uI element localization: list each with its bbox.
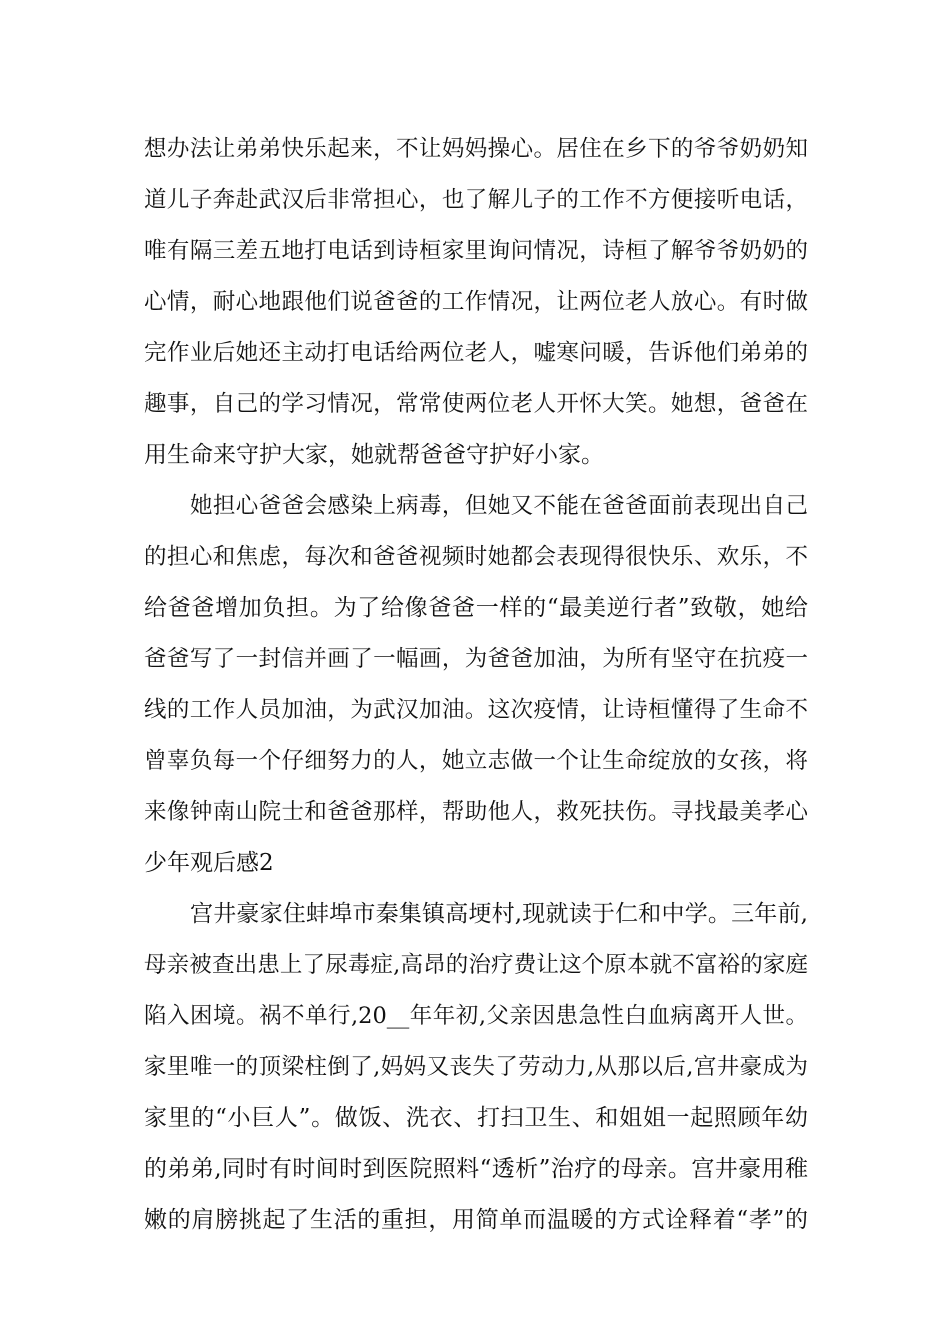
- text-line: 宫井豪家住蚌埠市秦集镇高埂村,现就读于仁和中学。三年前,: [190, 901, 808, 927]
- text-line: 的弟弟,同时有时间时到医院照料“透析”治疗的母亲。宫井豪用稚: [144, 1156, 808, 1182]
- text-line: 心情，耐心地跟他们说爸爸的工作情况，让两位老人放心。有时做: [144, 289, 808, 315]
- text-line: 用生命来守护大家，她就帮爸爸守护好小家。: [144, 442, 604, 468]
- text-line: 趣事，自己的学习情况，常常使两位老人开怀大笑。她想，爸爸在: [144, 391, 808, 417]
- text-line: 家里的“小巨人”。做饭、洗衣、打扫卫生、和姐姐一起照顾年幼: [144, 1105, 808, 1131]
- text-line: 少年观后感2: [144, 850, 274, 876]
- text-line: 来像钟南山院士和爸爸那样，帮助他人，救死扶伤。寻找最美孝心: [144, 799, 808, 825]
- document-body: [144, 124, 808, 1246]
- text-line: 母亲被查出患上了尿毒症,高昂的治疗费让这个原本就不富裕的家庭: [144, 952, 808, 978]
- text-line: 唯有隔三差五地打电话到诗桓家里询问情况，诗桓了解爷爷奶奶的: [144, 238, 808, 264]
- text-line: 爸爸写了一封信并画了一幅画，为爸爸加油，为所有坚守在抗疫一: [144, 646, 808, 672]
- text-line: 嫩的肩膀挑起了生活的重担，用简单而温暖的方式诠释着“孝”的: [144, 1207, 808, 1233]
- text-line: 曾辜负每一个仔细努力的人，她立志做一个让生命绽放的女孩，将: [144, 748, 808, 774]
- text-line: 她担心爸爸会感染上病毒，但她又不能在爸爸面前表现出自己: [190, 493, 808, 519]
- text-line: 家里唯一的顶梁柱倒了,妈妈又丧失了劳动力,从那以后,宫井豪成为: [144, 1054, 808, 1080]
- text-line: 给爸爸增加负担。为了给像爸爸一样的“最美逆行者”致敬，她给: [144, 595, 808, 621]
- text-line: 线的工作人员加油，为武汉加油。这次疫情，让诗桓懂得了生命不: [144, 697, 808, 723]
- text-line: 陷入困境。祸不单行,20__年年初,父亲因患急性白血病离开人世。: [144, 1003, 808, 1029]
- text-line: 想办法让弟弟快乐起来，不让妈妈操心。居住在乡下的爷爷奶奶知: [144, 136, 808, 162]
- text-line: 的担心和焦虑，每次和爸爸视频时她都会表现得很快乐、欢乐，不: [144, 544, 808, 570]
- text-line: 道儿子奔赴武汉后非常担心，也了解儿子的工作不方便接听电话，: [144, 187, 808, 213]
- text-line: 完作业后她还主动打电话给两位老人，嘘寒问暖，告诉他们弟弟的: [144, 340, 808, 366]
